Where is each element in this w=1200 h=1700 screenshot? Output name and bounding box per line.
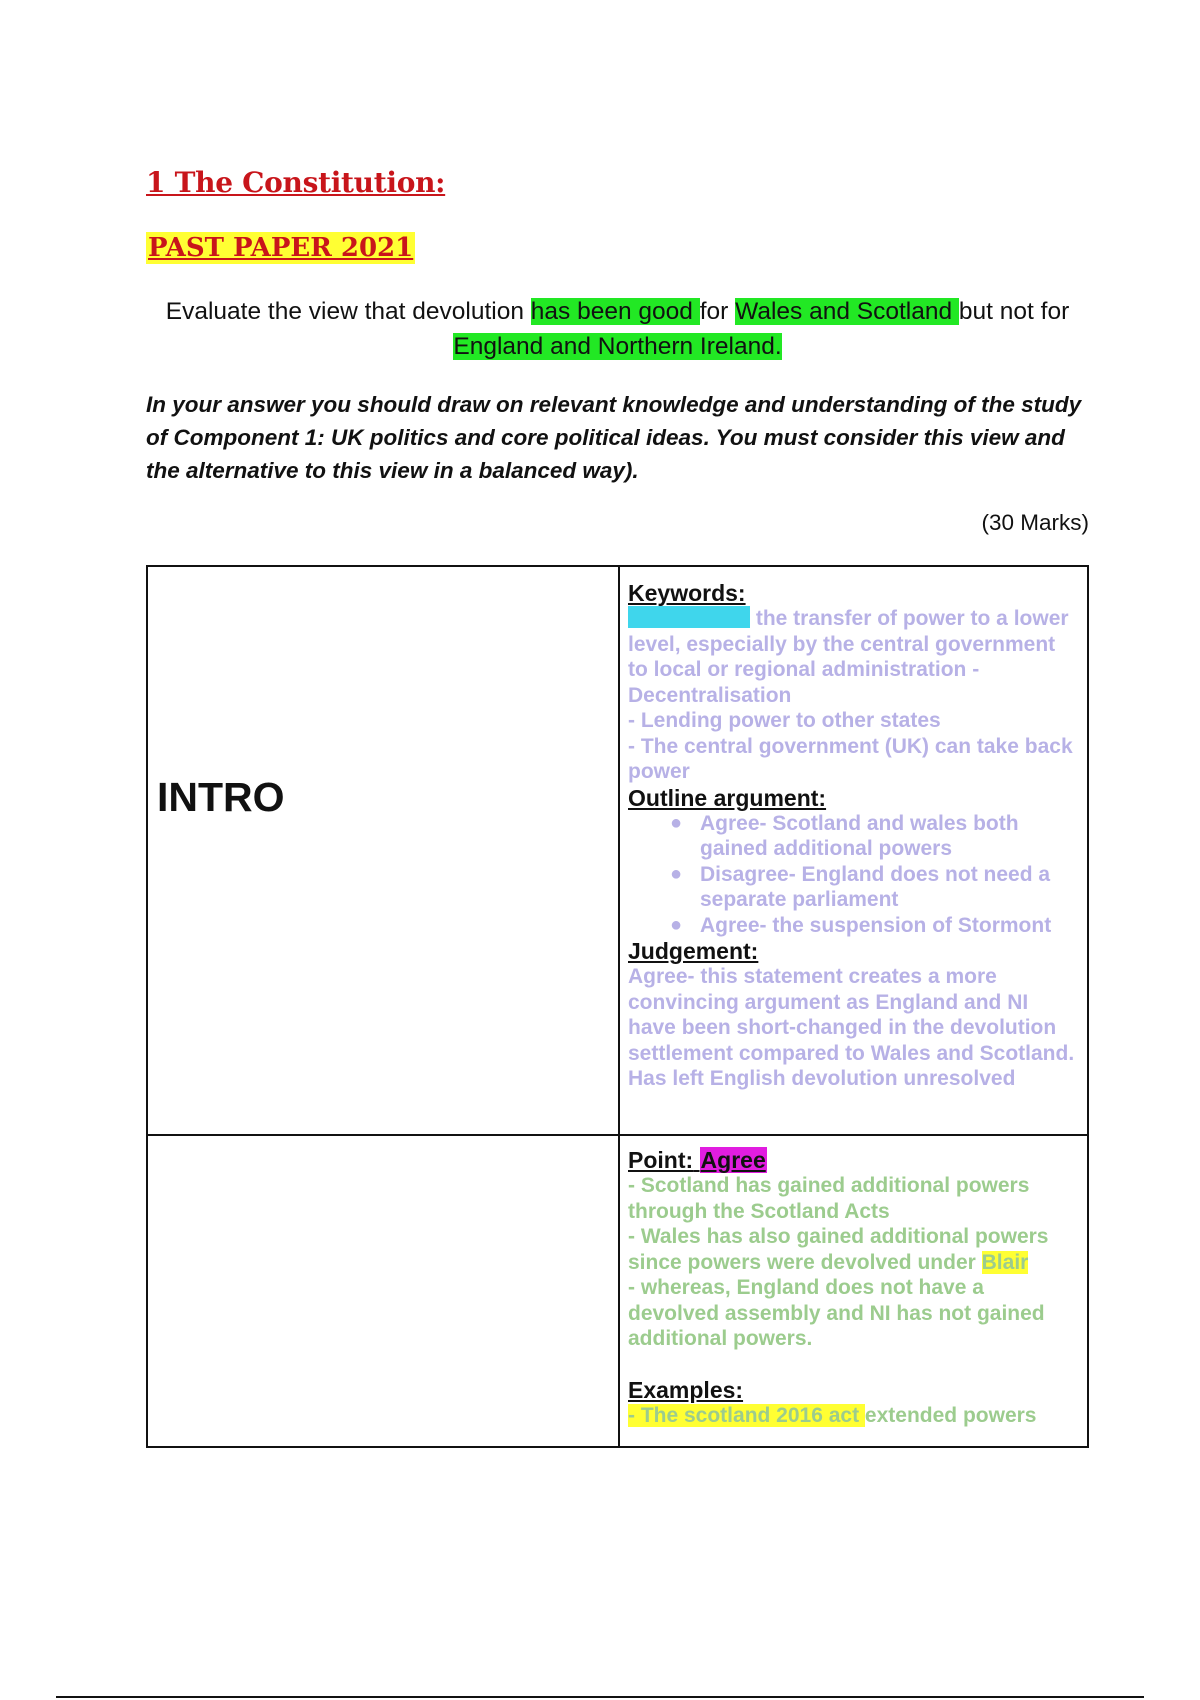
judgement-heading: Judgement: [628,938,759,964]
bullet-icon: ● [670,862,683,885]
example-line [628,1403,1080,1429]
keyword-line-3: - The central government (UK) can take back power [628,734,1073,783]
example-text: extended powers [864,1403,1037,1427]
table-column-divider [618,567,620,1446]
list-item: ● Agree- Scotland and wales both gained additional powers [670,811,1019,860]
point-line-2-text: - Wales has also gained additional powers since powers were devolved under [628,1225,1049,1274]
question-text [146,294,1089,364]
table-row-divider [148,1134,1087,1136]
essay-plan-table [146,565,1089,1448]
question-highlight-2: Wales and Scotland [735,298,959,325]
point-tag: Agree [700,1147,766,1173]
point-line-1: - Scotland has gained additional powers through the Scotland Acts [628,1174,1030,1223]
example-highlight: - The scotland 2016 act [628,1403,865,1427]
outline-list [628,811,1080,939]
point-line-2 [628,1224,1080,1275]
keywords-heading: Keywords: [628,580,746,606]
judgement-text: Agree- this statement creates a more convincing argument as England and NI have been short-changed in the devolution settlement compared to Wales and Scotland. Has left English devolution unresolved [628,965,1075,1090]
marks-label: (30 Marks) [981,510,1089,535]
point-line-2-highlight: Blair [981,1250,1029,1274]
question-highlight-3: England and Northern Ireland. [453,333,782,360]
question-part-1: Evaluate the view that devolution [165,298,531,325]
bullet-icon: ● [670,913,683,936]
point-heading-label: Point: [628,1147,694,1173]
keyword-line-2: - Lending power to other states [628,709,941,732]
list-item: ● Agree- the suspension of Stormont [670,913,1052,937]
past-paper-highlight: PAST PAPER 2021 [148,233,414,263]
bullet-icon: ● [670,811,683,834]
past-paper-label [146,233,415,263]
list-item: ● Disagree- England does not need a separate parliament [670,862,1051,911]
instructions-text: In your answer you should draw on relevant knowledge and understanding of the study of Component 1: UK politics and core political ideas. You must consider this view and the alternative to this view in a balanced way). [146,392,1082,483]
examples-heading: Examples: [628,1376,744,1403]
keyword-term-highlight [628,606,750,628]
keyword-definition-text: the transfer of power to a lower level, especially by the central government to local or regional administration - Decentralisation [628,607,1069,707]
question-highlight-1: has been good [530,298,700,325]
question-part-3: but not for [958,298,1070,325]
section-title: 1 The Constitution: [146,166,446,199]
outline-heading: Outline argument: [628,784,827,811]
intro-row-label: INTRO [157,774,285,820]
point-line-3: - whereas, England does not have a devolved assembly and NI has not gained additional powers. [628,1276,1045,1350]
spacer [628,1352,1080,1377]
question-part-2: for [699,298,736,325]
page-bottom-rule [56,1696,1144,1698]
point-content-cell [628,1147,1080,1428]
point-heading [628,1147,1080,1173]
intro-content-cell [628,580,1080,1092]
keyword-definition [628,606,1080,708]
